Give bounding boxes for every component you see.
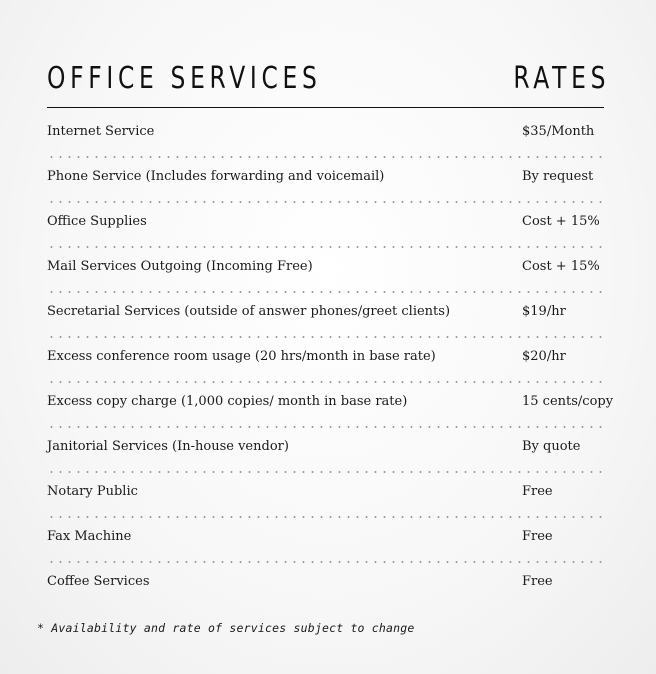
service-name: Mail Services Outgoing (Incoming Free)	[47, 259, 313, 274]
service-rate: Cost + 15%	[522, 214, 600, 229]
service-row	[47, 110, 609, 155]
service-name: Internet Service	[47, 124, 155, 139]
service-name: Phone Service (Includes forwarding and voicemail)	[47, 169, 385, 184]
service-name: Fax Machine	[47, 529, 132, 544]
service-name: Coffee Services	[47, 574, 150, 589]
service-rate: $20/hr	[522, 349, 566, 364]
service-row	[47, 245, 609, 290]
services-list	[47, 110, 614, 605]
service-name: Janitorial Services (In-house vendor)	[47, 439, 289, 454]
service-rate: 15 cents/copy	[522, 394, 614, 409]
service-rate: By quote	[522, 439, 581, 454]
service-row	[47, 335, 609, 380]
service-rate: Free	[522, 484, 553, 499]
service-rate: Cost + 15%	[522, 259, 600, 274]
header	[47, 60, 610, 98]
service-name: Excess copy charge (1,000 copies/ month in base rate)	[47, 394, 408, 409]
service-rate: $19/hr	[522, 304, 566, 319]
service-rate: $35/Month	[522, 124, 595, 139]
service-name: Excess conference room usage (20 hrs/month in base rate)	[47, 349, 436, 364]
service-rate: Free	[522, 574, 553, 589]
service-row	[47, 560, 609, 605]
service-row	[47, 470, 609, 515]
service-rate: By request	[522, 169, 594, 184]
page-title: OFFICE SERVICES	[47, 61, 322, 96]
footnote: * Availability and rate of services subject to change	[37, 621, 415, 635]
service-row	[47, 425, 609, 470]
service-row	[47, 200, 609, 245]
header-divider	[47, 107, 604, 108]
service-row	[47, 515, 609, 560]
service-name: Secretarial Services (outside of answer phones/greet clients)	[47, 304, 451, 319]
service-row	[47, 155, 609, 200]
rates-heading: RATES	[513, 61, 610, 96]
service-rate: Free	[522, 529, 553, 544]
service-name: Office Supplies	[47, 214, 147, 229]
service-name: Notary Public	[47, 484, 138, 499]
service-row	[47, 290, 609, 335]
service-row	[47, 380, 614, 425]
